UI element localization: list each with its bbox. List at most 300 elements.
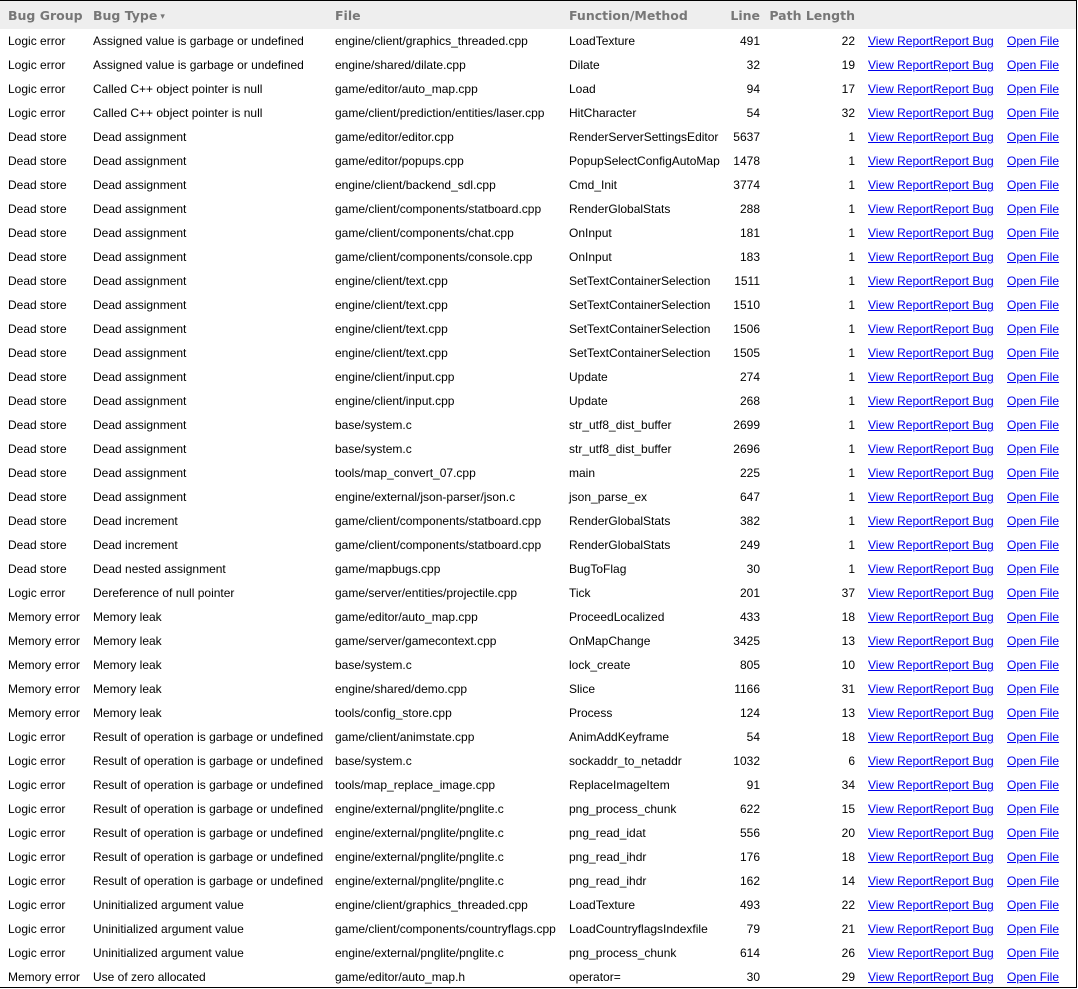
open-file-link[interactable]: Open File: [1007, 898, 1060, 912]
table-row: [0, 461, 1076, 485]
report-bug-link[interactable]: Report Bug: [933, 274, 994, 288]
line-cell: 491: [739, 34, 760, 48]
column-header-open: [1007, 1, 1076, 29]
function-cell: Dilate: [569, 58, 600, 72]
view-report-link[interactable]: View Report: [868, 514, 933, 528]
table-row: [0, 725, 1076, 749]
report-bug-link[interactable]: Report Bug: [933, 250, 994, 264]
report-bug-link[interactable]: Report Bug: [933, 106, 994, 120]
view-report-cell: [855, 725, 933, 749]
open-file-link[interactable]: Open File: [1007, 394, 1060, 408]
function-cell: RenderGlobalStats: [569, 202, 671, 216]
open-file-link[interactable]: Open File: [1007, 658, 1060, 672]
report-bug-cell: [933, 173, 1007, 197]
open-file-link[interactable]: Open File: [1007, 82, 1060, 96]
open-file-link[interactable]: Open File: [1007, 850, 1060, 864]
function-cell: png_read_ihdr: [569, 850, 647, 864]
line-cell: 79: [746, 922, 760, 936]
open-file-link[interactable]: Open File: [1007, 946, 1060, 960]
table-row: [0, 437, 1076, 461]
view-report-link[interactable]: View Report: [868, 898, 933, 912]
path-length-cell: 1: [848, 130, 855, 144]
table-row: [0, 125, 1076, 149]
bug-type-cell: Result of operation is garbage or undefined: [93, 778, 324, 792]
view-report-cell: [855, 941, 933, 965]
report-bug-link[interactable]: Report Bug: [933, 370, 994, 384]
bug-group-cell: Dead store: [8, 538, 67, 552]
view-report-link[interactable]: View Report: [868, 946, 933, 960]
bug-group-cell: Memory error: [8, 682, 81, 696]
column-header-line[interactable]: Line: [730, 7, 760, 23]
report-bug-link[interactable]: Report Bug: [933, 874, 994, 888]
bug-type-cell: Dead assignment: [93, 130, 187, 144]
function-cell: str_utf8_dist_buffer: [569, 418, 672, 432]
report-bug-link[interactable]: Report Bug: [933, 418, 994, 432]
bug-type-cell: Result of operation is garbage or undefined: [93, 850, 324, 864]
line-cell: 1505: [733, 346, 760, 360]
open-file-cell: [1007, 29, 1076, 53]
view-report-link[interactable]: View Report: [868, 658, 933, 672]
column-header-file[interactable]: File: [335, 7, 361, 23]
table-row: [0, 749, 1076, 773]
path-length-cell: 1: [848, 418, 855, 432]
report-bug-cell: [933, 317, 1007, 341]
file-cell: engine/external/pnglite/pnglite.c: [335, 802, 504, 816]
path-length-cell: 1: [848, 514, 855, 528]
view-report-cell: [855, 77, 933, 101]
table-row: [0, 77, 1076, 101]
open-file-link[interactable]: Open File: [1007, 274, 1060, 288]
column-header-function[interactable]: Function/Method: [569, 7, 688, 23]
path-length-cell: 1: [848, 226, 855, 240]
function-cell: RenderServerSettingsEditor: [569, 130, 719, 144]
open-file-link[interactable]: Open File: [1007, 802, 1060, 816]
open-file-link[interactable]: Open File: [1007, 562, 1060, 576]
open-file-link[interactable]: Open File: [1007, 874, 1060, 888]
view-report-link[interactable]: View Report: [868, 82, 933, 96]
path-length-cell: 19: [841, 58, 855, 72]
report-bug-cell: [933, 461, 1007, 485]
report-bug-link[interactable]: Report Bug: [933, 154, 994, 168]
report-bug-link[interactable]: Report Bug: [933, 394, 994, 408]
view-report-link[interactable]: View Report: [868, 346, 933, 360]
table-row: [0, 509, 1076, 533]
line-cell: 382: [739, 514, 760, 528]
open-file-link[interactable]: Open File: [1007, 298, 1060, 312]
path-length-cell: 1: [848, 442, 855, 456]
bug-type-cell: Result of operation is garbage or undefined: [93, 802, 324, 816]
report-bug-link[interactable]: Report Bug: [933, 202, 994, 216]
file-cell: engine/client/graphics_threaded.cpp: [335, 34, 528, 48]
path-length-cell: 1: [848, 298, 855, 312]
bug-type-cell: Uninitialized argument value: [93, 946, 244, 960]
bug-type-cell: Assigned value is garbage or undefined: [93, 58, 304, 72]
file-cell: engine/external/pnglite/pnglite.c: [335, 946, 504, 960]
function-cell: Slice: [569, 682, 596, 696]
view-report-link[interactable]: View Report: [868, 322, 933, 336]
path-length-cell: 1: [848, 250, 855, 264]
file-cell: game/client/components/console.cpp: [335, 250, 533, 264]
view-report-link[interactable]: View Report: [868, 298, 933, 312]
open-file-link[interactable]: Open File: [1007, 370, 1060, 384]
report-bug-link[interactable]: Report Bug: [933, 658, 994, 672]
view-report-link[interactable]: View Report: [868, 778, 933, 792]
line-cell: 5637: [733, 130, 760, 144]
report-bug-cell: [933, 605, 1007, 629]
table-row: [0, 485, 1076, 509]
report-bug-link[interactable]: Report Bug: [933, 922, 994, 936]
open-file-link[interactable]: Open File: [1007, 466, 1060, 480]
report-bug-link[interactable]: Report Bug: [933, 442, 994, 456]
table-row: [0, 269, 1076, 293]
file-cell: engine/external/json-parser/json.c: [335, 490, 516, 504]
table-row: [0, 629, 1076, 653]
column-header-path-length[interactable]: Path Length: [769, 7, 855, 23]
file-cell: engine/external/pnglite/pnglite.c: [335, 826, 504, 840]
report-bug-cell: [933, 773, 1007, 797]
path-length-cell: 1: [848, 466, 855, 480]
report-bug-cell: [933, 821, 1007, 845]
file-cell: engine/client/input.cpp: [335, 370, 455, 384]
open-file-cell: [1007, 173, 1076, 197]
view-report-cell: [855, 149, 933, 173]
path-length-cell: 1: [848, 346, 855, 360]
open-file-link[interactable]: Open File: [1007, 706, 1060, 720]
bug-type-cell: Dead assignment: [93, 274, 187, 288]
bug-group-cell: Logic error: [8, 730, 66, 744]
path-length-cell: 1: [848, 490, 855, 504]
line-cell: 433: [739, 610, 760, 624]
report-bug-link[interactable]: Report Bug: [933, 178, 994, 192]
open-file-link[interactable]: Open File: [1007, 250, 1060, 264]
bug-type-cell: Dead increment: [93, 514, 178, 528]
bug-type-cell: Memory leak: [93, 658, 162, 672]
report-bug-link[interactable]: Report Bug: [933, 58, 994, 72]
function-cell: SetTextContainerSelection: [569, 274, 711, 288]
bug-type-cell: Dead increment: [93, 538, 178, 552]
view-report-link[interactable]: View Report: [868, 370, 933, 384]
function-cell: PopupSelectConfigAutoMap: [569, 154, 720, 168]
report-bug-link[interactable]: Report Bug: [933, 850, 994, 864]
file-cell: base/system.c: [335, 754, 412, 768]
open-file-link[interactable]: Open File: [1007, 826, 1060, 840]
path-length-cell: 1: [848, 154, 855, 168]
table-row: [0, 893, 1076, 917]
report-bug-cell: [933, 725, 1007, 749]
bug-type-cell: Dead assignment: [93, 178, 187, 192]
view-report-cell: [855, 485, 933, 509]
open-file-link[interactable]: Open File: [1007, 730, 1060, 744]
line-cell: 1506: [733, 322, 760, 336]
view-report-link[interactable]: View Report: [868, 202, 933, 216]
report-bug-link[interactable]: Report Bug: [933, 322, 994, 336]
bug-type-cell: Memory leak: [93, 610, 162, 624]
report-bug-cell: [933, 341, 1007, 365]
function-cell: ReplaceImageItem: [569, 778, 670, 792]
open-file-link[interactable]: Open File: [1007, 634, 1060, 648]
bug-group-cell: Memory error: [8, 970, 81, 984]
line-cell: 1510: [733, 298, 760, 312]
report-bug-link[interactable]: Report Bug: [933, 610, 994, 624]
report-bug-link[interactable]: Report Bug: [933, 682, 994, 696]
view-report-link[interactable]: View Report: [868, 442, 933, 456]
open-file-link[interactable]: Open File: [1007, 610, 1060, 624]
line-cell: 614: [739, 946, 760, 960]
view-report-link[interactable]: View Report: [868, 466, 933, 480]
table-row: [0, 101, 1076, 125]
bug-group-cell: Dead store: [8, 178, 67, 192]
function-cell: LoadTexture: [569, 34, 636, 48]
view-report-cell: [855, 269, 933, 293]
open-file-link[interactable]: Open File: [1007, 154, 1060, 168]
file-cell: game/client/prediction/entities/laser.cpp: [335, 106, 545, 120]
open-file-link[interactable]: Open File: [1007, 682, 1060, 696]
report-bug-link[interactable]: Report Bug: [933, 634, 994, 648]
open-file-link[interactable]: Open File: [1007, 418, 1060, 432]
view-report-link[interactable]: View Report: [868, 274, 933, 288]
bug-type-cell: Use of zero allocated: [93, 970, 206, 984]
open-file-link[interactable]: Open File: [1007, 34, 1060, 48]
path-length-cell: 14: [841, 874, 855, 888]
report-bug-link[interactable]: Report Bug: [933, 490, 994, 504]
report-bug-link[interactable]: Report Bug: [933, 778, 994, 792]
bug-group-cell: Dead store: [8, 346, 67, 360]
table-row: [0, 389, 1076, 413]
open-file-link[interactable]: Open File: [1007, 58, 1060, 72]
line-cell: 1166: [734, 682, 760, 696]
report-bug-link[interactable]: Report Bug: [933, 586, 994, 600]
bug-group-cell: Dead store: [8, 418, 67, 432]
view-report-link[interactable]: View Report: [868, 130, 933, 144]
bug-type-cell: Memory leak: [93, 682, 162, 696]
open-file-link[interactable]: Open File: [1007, 778, 1060, 792]
view-report-cell: [855, 461, 933, 485]
open-file-link[interactable]: Open File: [1007, 490, 1060, 504]
view-report-link[interactable]: View Report: [868, 58, 933, 72]
table-row: [0, 53, 1076, 77]
line-cell: 2696: [733, 442, 760, 456]
view-report-link[interactable]: View Report: [868, 490, 933, 504]
report-bug-link[interactable]: Report Bug: [933, 802, 994, 816]
bug-type-cell: Dead assignment: [93, 226, 187, 240]
open-file-cell: [1007, 485, 1076, 509]
view-report-link[interactable]: View Report: [868, 610, 933, 624]
view-report-cell: [855, 533, 933, 557]
view-report-link[interactable]: View Report: [868, 850, 933, 864]
open-file-cell: [1007, 101, 1076, 125]
report-bug-link[interactable]: Report Bug: [933, 706, 994, 720]
path-length-cell: 1: [848, 322, 855, 336]
bug-type-cell: Dead assignment: [93, 418, 187, 432]
open-file-cell: [1007, 461, 1076, 485]
table-row: [0, 533, 1076, 557]
report-bug-link[interactable]: Report Bug: [933, 754, 994, 768]
open-file-cell: [1007, 701, 1076, 725]
report-bug-link[interactable]: Report Bug: [933, 562, 994, 576]
file-cell: tools/map_convert_07.cpp: [335, 466, 476, 480]
view-report-link[interactable]: View Report: [868, 394, 933, 408]
view-report-link[interactable]: View Report: [868, 682, 933, 696]
open-file-link[interactable]: Open File: [1007, 970, 1060, 984]
bug-type-cell: Dead assignment: [93, 370, 187, 384]
function-cell: lock_create: [569, 658, 631, 672]
file-cell: game/editor/popups.cpp: [335, 154, 464, 168]
view-report-cell: [855, 125, 933, 149]
bug-group-cell: Logic error: [8, 586, 66, 600]
path-length-cell: 18: [841, 730, 855, 744]
open-file-link[interactable]: Open File: [1007, 922, 1060, 936]
view-report-cell: [855, 653, 933, 677]
path-length-cell: 17: [841, 82, 855, 96]
view-report-link[interactable]: View Report: [868, 106, 933, 120]
open-file-link[interactable]: Open File: [1007, 514, 1060, 528]
bug-type-cell: Uninitialized argument value: [93, 922, 244, 936]
view-report-link[interactable]: View Report: [868, 634, 933, 648]
function-cell: sockaddr_to_netaddr: [569, 754, 682, 768]
view-report-link[interactable]: View Report: [868, 970, 933, 984]
report-bug-link[interactable]: Report Bug: [933, 730, 994, 744]
bug-group-cell: Logic error: [8, 58, 66, 72]
column-header-bug-type[interactable]: Bug Type ▾: [93, 7, 165, 23]
report-bug-link[interactable]: Report Bug: [933, 34, 994, 48]
report-bug-link[interactable]: Report Bug: [933, 898, 994, 912]
function-cell: Load: [569, 82, 596, 96]
bug-type-cell: Called C++ object pointer is null: [93, 106, 263, 120]
view-report-link[interactable]: View Report: [868, 154, 933, 168]
file-cell: engine/client/text.cpp: [335, 322, 448, 336]
open-file-cell: [1007, 725, 1076, 749]
report-bug-link[interactable]: Report Bug: [933, 946, 994, 960]
view-report-link[interactable]: View Report: [868, 418, 933, 432]
column-header-view: [855, 1, 933, 29]
function-cell: png_process_chunk: [569, 802, 677, 816]
file-cell: tools/map_replace_image.cpp: [335, 778, 496, 792]
file-cell: game/client/animstate.cpp: [335, 730, 475, 744]
view-report-link[interactable]: View Report: [868, 826, 933, 840]
bug-group-cell: Logic error: [8, 874, 66, 888]
view-report-cell: [855, 413, 933, 437]
view-report-cell: [855, 173, 933, 197]
path-length-cell: 31: [841, 682, 855, 696]
line-cell: 225: [739, 466, 760, 480]
open-file-cell: [1007, 581, 1076, 605]
report-bug-link[interactable]: Report Bug: [933, 466, 994, 480]
report-bug-link[interactable]: Report Bug: [933, 130, 994, 144]
file-cell: game/client/components/statboard.cpp: [335, 514, 542, 528]
path-length-cell: 29: [841, 970, 855, 984]
line-cell: 805: [739, 658, 760, 672]
open-file-link[interactable]: Open File: [1007, 346, 1060, 360]
open-file-link[interactable]: Open File: [1007, 754, 1060, 768]
line-cell: 91: [746, 778, 760, 792]
report-bug-cell: [933, 509, 1007, 533]
view-report-link[interactable]: View Report: [868, 922, 933, 936]
open-file-link[interactable]: Open File: [1007, 538, 1060, 552]
open-file-link[interactable]: Open File: [1007, 442, 1060, 456]
function-cell: AnimAddKeyframe: [569, 730, 670, 744]
bug-type-cell: Dead assignment: [93, 298, 187, 312]
report-bug-link[interactable]: Report Bug: [933, 538, 994, 552]
open-file-cell: [1007, 605, 1076, 629]
report-bug-link[interactable]: Report Bug: [933, 346, 994, 360]
bug-type-cell: Memory leak: [93, 706, 162, 720]
view-report-link[interactable]: View Report: [868, 706, 933, 720]
open-file-cell: [1007, 149, 1076, 173]
report-bug-link[interactable]: Report Bug: [933, 970, 994, 984]
open-file-link[interactable]: Open File: [1007, 202, 1060, 216]
table-row: [0, 917, 1076, 941]
bug-type-cell: Dead assignment: [93, 322, 187, 336]
bug-group-cell: Logic error: [8, 850, 66, 864]
file-cell: game/client/components/countryflags.cpp: [335, 922, 556, 936]
open-file-link[interactable]: Open File: [1007, 130, 1060, 144]
path-length-cell: 18: [841, 610, 855, 624]
open-file-cell: [1007, 269, 1076, 293]
open-file-link[interactable]: Open File: [1007, 226, 1060, 240]
view-report-cell: [855, 221, 933, 245]
file-cell: engine/client/backend_sdl.cpp: [335, 178, 496, 192]
function-cell: png_process_chunk: [569, 946, 677, 960]
report-bug-cell: [933, 581, 1007, 605]
function-cell: png_read_idat: [569, 826, 646, 840]
report-bug-cell: [933, 893, 1007, 917]
table-row: [0, 293, 1076, 317]
line-cell: 1478: [733, 154, 760, 168]
view-report-link[interactable]: View Report: [868, 178, 933, 192]
report-bug-link[interactable]: Report Bug: [933, 826, 994, 840]
file-cell: game/mapbugs.cpp: [335, 562, 441, 576]
report-bug-link[interactable]: Report Bug: [933, 514, 994, 528]
view-report-link[interactable]: View Report: [868, 226, 933, 240]
function-cell: Update: [569, 370, 608, 384]
view-report-cell: [855, 701, 933, 725]
report-bug-link[interactable]: Report Bug: [933, 226, 994, 240]
file-cell: engine/client/text.cpp: [335, 346, 448, 360]
view-report-link[interactable]: View Report: [868, 586, 933, 600]
table-row: [0, 413, 1076, 437]
view-report-link[interactable]: View Report: [868, 874, 933, 888]
column-header-bug-group[interactable]: Bug Group: [8, 7, 83, 23]
open-file-link[interactable]: Open File: [1007, 106, 1060, 120]
report-bug-cell: [933, 917, 1007, 941]
bug-group-cell: Logic error: [8, 754, 66, 768]
report-bug-link[interactable]: Report Bug: [933, 298, 994, 312]
report-bug-cell: [933, 149, 1007, 173]
file-cell: game/server/gamecontext.cpp: [335, 634, 497, 648]
open-file-cell: [1007, 341, 1076, 365]
bug-group-cell: Dead store: [8, 490, 67, 504]
path-length-cell: 1: [848, 538, 855, 552]
line-cell: 268: [739, 394, 760, 408]
open-file-cell: [1007, 917, 1076, 941]
report-bug-link[interactable]: Report Bug: [933, 82, 994, 96]
bug-type-cell: Result of operation is garbage or undefined: [93, 730, 324, 744]
view-report-link[interactable]: View Report: [868, 538, 933, 552]
view-report-link[interactable]: View Report: [868, 250, 933, 264]
view-report-link[interactable]: View Report: [868, 34, 933, 48]
open-file-link[interactable]: Open File: [1007, 322, 1060, 336]
view-report-link[interactable]: View Report: [868, 730, 933, 744]
view-report-link[interactable]: View Report: [868, 562, 933, 576]
view-report-link[interactable]: View Report: [868, 802, 933, 816]
view-report-link[interactable]: View Report: [868, 754, 933, 768]
open-file-link[interactable]: Open File: [1007, 586, 1060, 600]
open-file-link[interactable]: Open File: [1007, 178, 1060, 192]
report-bug-cell: [933, 389, 1007, 413]
table-row: [0, 605, 1076, 629]
bug-type-cell: Dead assignment: [93, 202, 187, 216]
bug-group-cell: Dead store: [8, 442, 67, 456]
